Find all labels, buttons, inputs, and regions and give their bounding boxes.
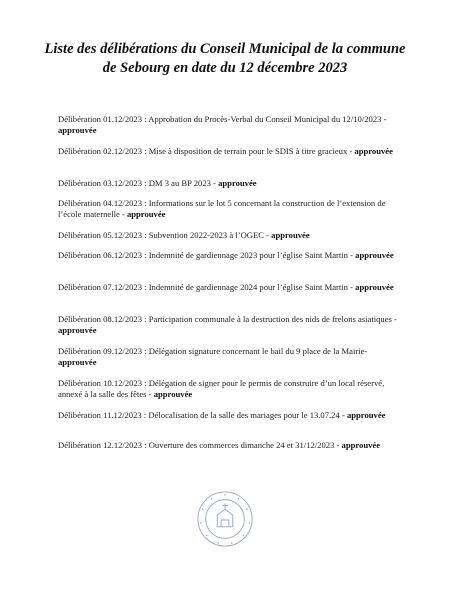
status-label: approuvée [355, 282, 394, 292]
status-label: approuvée [153, 389, 193, 399]
deliberation-item: Délibération 03.12/2023 : DM 3 au BP 2023 - approuvée [58, 178, 257, 188]
deliberation-item: Délibération 02.12/2023 : Mise à disposition de terrain pour le SDIS à titre gracieux - approuvée [58, 146, 393, 156]
title-line-2: de Sebourg en date du 12 décembre 2023 [102, 60, 348, 76]
status-label: approuvée [58, 125, 97, 135]
deliberation-item: Délibération 11.12/2023 : Délocalisation de la salle des mariages pour le 13.07.24 - approuvée [58, 410, 386, 420]
deliberation-item: Délibération 01.12/2023 : Approbation du Procès-Verbal du Conseil Municipal du 12/10/2023 - approuvée [58, 114, 387, 135]
status-label: approuvée [58, 325, 97, 335]
deliberation-item: Délibération 12.12/2023 : Ouverture des commerces dimanche 24 et 31/12/2023 - approuvée [58, 440, 381, 450]
status-label: approuvée [341, 440, 381, 450]
status-label: approuvée [58, 357, 97, 367]
deliberation-item: Délibération 09.12/2023 : Délégation signature concernant le bail du 9 place de la Mairie- approuvée [58, 346, 368, 367]
deliberation-item: Délibération 05.12/2023 : Subvention 2022-2023 à l’OGEC - approuvée [58, 230, 310, 240]
status-label: approuvée [346, 410, 386, 420]
deliberation-item: Délibération 06.12/2023 : Indemnité de gardiennage 2023 pour l’église Saint Martin - approuvée [58, 250, 394, 260]
status-label: approuvée [271, 230, 310, 240]
document-title [40, 40, 410, 78]
deliberation-item: Délibération 07.12/2023 : Indemnité de gardiennage 2024 pour l’église Saint Martin - approuvée [58, 282, 394, 292]
deliberation-item: Délibération 10.12/2023 : Délégation de signer pour le permis de construire d’un local réservé, annexé à la salle des fêtes - approuvée [58, 378, 385, 399]
status-label: approuvée [355, 250, 394, 260]
commune-seal-stamp-icon [196, 490, 254, 548]
deliberation-item: Délibération 08.12/2023 : Participation communale à la destruction des nids de frelons asiatiques - approuvée [58, 314, 397, 335]
title-line-1: Liste des délibérations du Conseil Municipal de la commune [44, 41, 406, 57]
status-label: approuvée [354, 146, 393, 156]
status-label: approuvée [218, 178, 257, 188]
deliberation-item: Délibération 04.12/2023 : Informations sur le lot 5 concernant la construction de l’extension de l’école maternelle - approuvée [58, 198, 386, 219]
status-label: approuvée [126, 209, 166, 219]
